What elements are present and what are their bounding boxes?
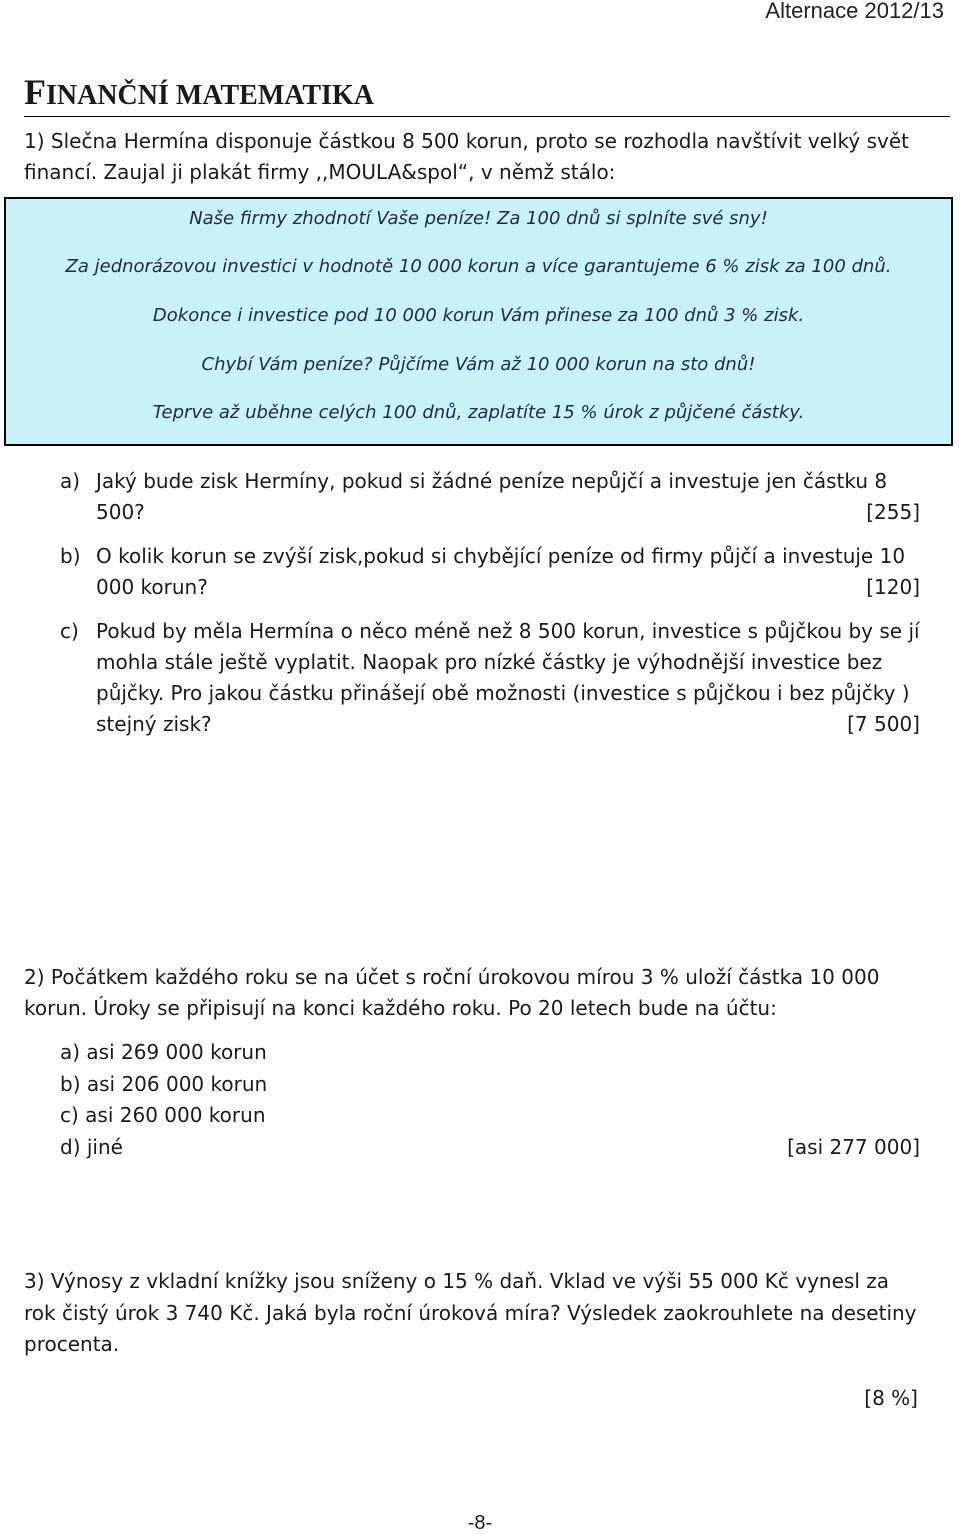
page-header: Alternace 2012/13 — [765, 0, 944, 23]
subquestion-a — [60, 466, 920, 528]
answer: [asi 277 000] — [787, 1134, 920, 1159]
question-3-text: 3) Výnosy z vkladní knížky jsou sníženy o 15 % daň. Vklad ve výši 55 000 Kč vynesl za rok čistý úrok 3 740 Kč. Jaká byla roční úroková míra? Výsledek zaokrouhlete na desetiny procenta. — [24, 1269, 917, 1356]
option-a: a) asi 269 000 korun — [60, 1040, 267, 1064]
answer: [7 500] — [847, 712, 920, 736]
question-2-text: 2) Počátkem každého roku se na účet s roční úrokovou mírou 3 % uloží částka 10 000 korun. Úroky se připisují na konci každého roku. Po 20 letech bude na účtu: — [24, 965, 880, 1020]
advertisement-box — [4, 197, 953, 446]
option-c: c) asi 260 000 korun — [60, 1103, 266, 1127]
subquestion-text: O kolik korun se zvýší zisk,pokud si chybějící peníze od firmy půjčí a investuje 10 000 korun? — [96, 544, 906, 599]
ad-line: Teprve až uběhne celých 100 dnů, zaplatíte 15 % úrok z půjčené částky. — [152, 402, 805, 423]
subquestion-marker: c) — [60, 619, 79, 643]
option-b: b) asi 206 000 korun — [60, 1071, 268, 1096]
option-d-text: d) jiné — [60, 1134, 123, 1159]
answer: [8 %] — [864, 1386, 918, 1410]
subquestion-b — [60, 541, 920, 603]
subquestion-marker: b) — [60, 544, 81, 568]
title-rest: INANČNÍ MATEMATIKA — [46, 80, 374, 111]
title-initial: F — [24, 72, 46, 112]
answer: [120] — [866, 575, 920, 599]
ad-line: Chybí Vám peníze? Půjčíme Vám až 10 000 korun na sto dnů! — [201, 354, 756, 375]
subquestion-c — [60, 616, 920, 740]
ad-line: Naše firmy zhodnotí Vaše peníze! Za 100 dnů si splníte své sny! — [189, 208, 768, 229]
subquestion-marker: a) — [60, 469, 81, 493]
question-1-intro: 1) Slečna Hermína disponuje částkou 8 500 korun, proto se rozhodla navštívit velký svět financí. Zaujal ji plakát firmy ,,MOULA&spol“, v němž stálo: — [24, 129, 909, 184]
page-title — [24, 72, 950, 117]
ad-line: Dokonce i investice pod 10 000 korun Vám přinese za 100 dnů 3 % zisk. — [152, 305, 805, 326]
option-d — [60, 1132, 920, 1164]
question-2-options — [60, 1037, 920, 1163]
page-number: -8- — [467, 1512, 493, 1534]
subquestion-text: Jaký bude zisk Hermíny, pokud si žádné peníze nepůjčí a investuje jen částku 8 500? — [96, 469, 888, 524]
answer: [255] — [866, 500, 920, 524]
question-1-subquestions — [60, 466, 920, 753]
subquestion-text: Pokud by měla Hermína o něco méně než 8 500 korun, investice s půjčkou by se jí mohla stále ještě vyplatit. Naopak pro nízké částky je výhodnější investice bez půjčky. Pro jakou částku přinášejí obě možnosti (investice s půjčkou i bez půjčky ) stejný zisk? — [96, 619, 920, 736]
ad-line: Za jednorázovou investici v hodnotě 10 000 korun a více garantujeme 6 % zisk za 100 dnů. — [65, 256, 892, 277]
